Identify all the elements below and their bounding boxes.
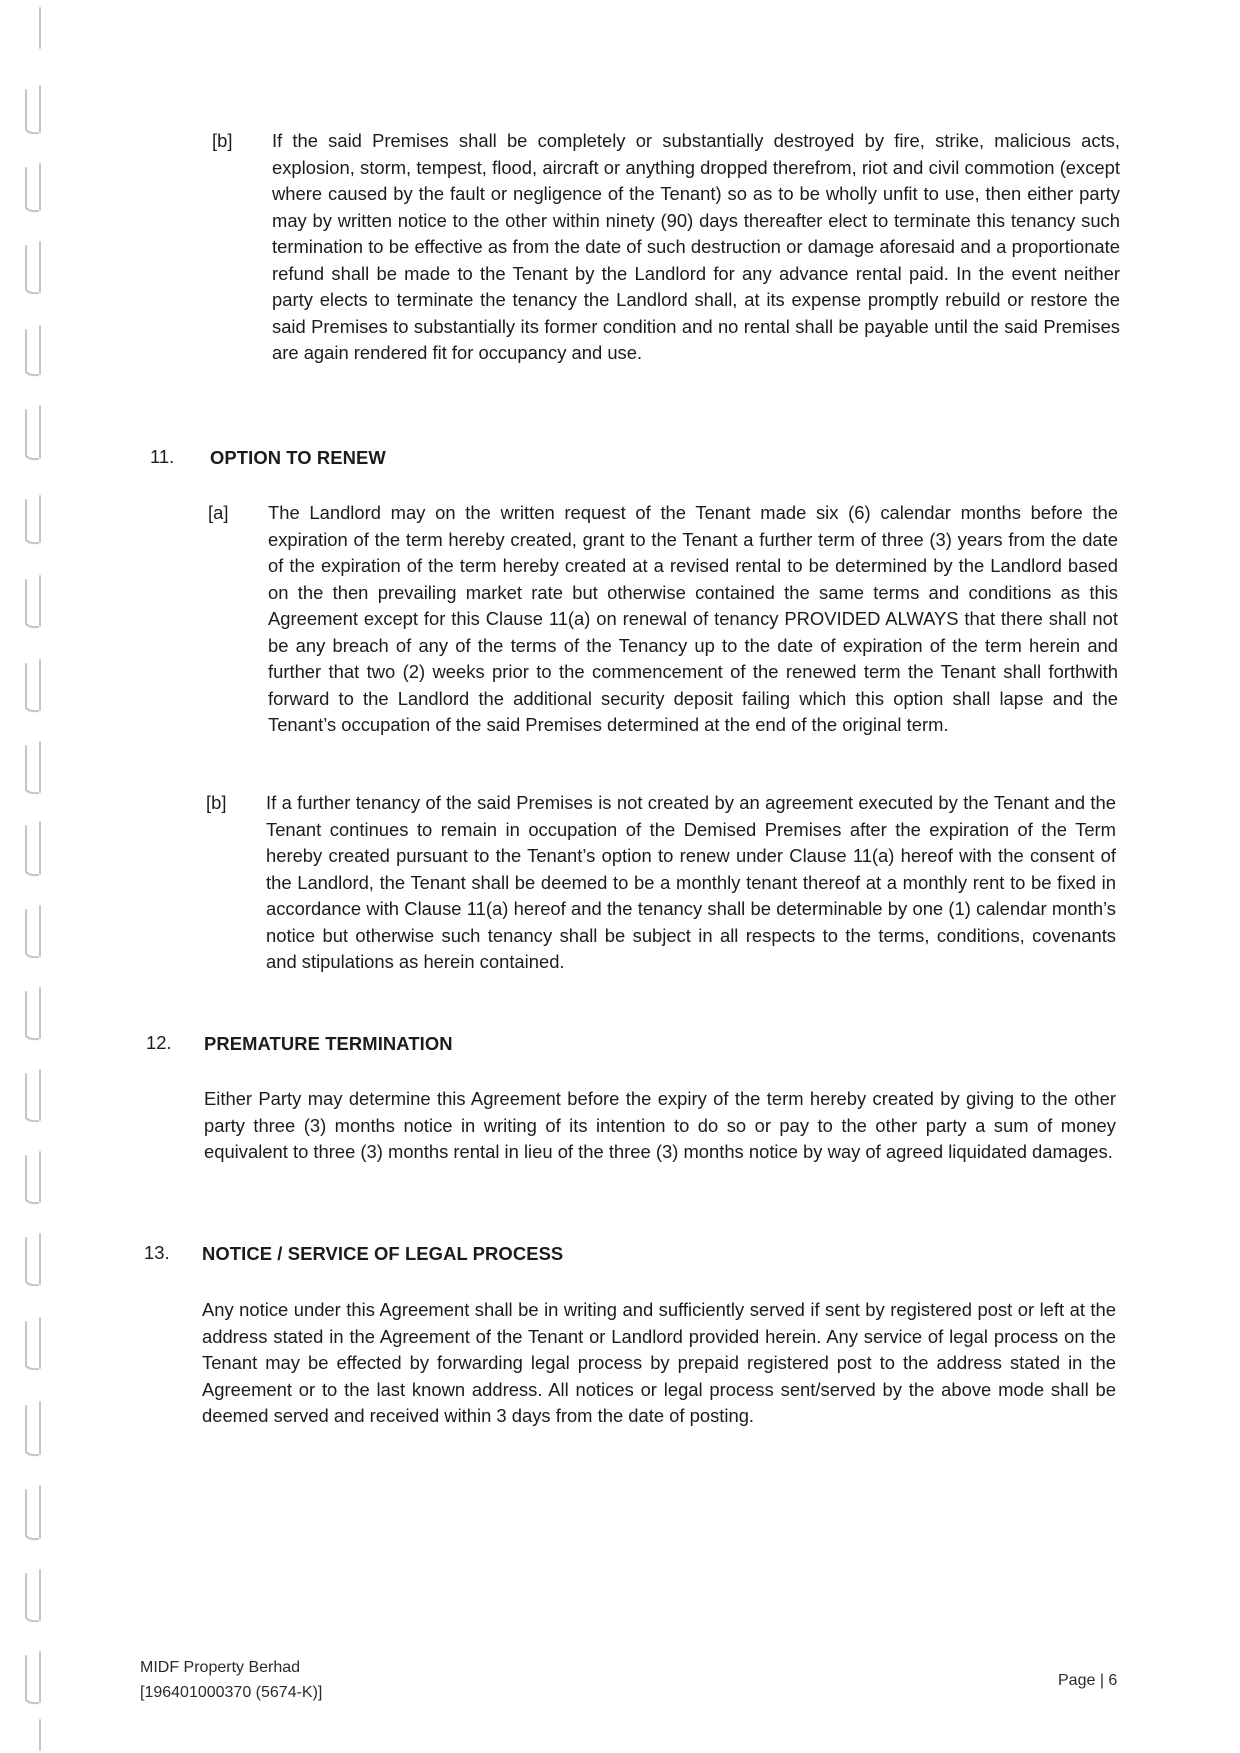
clause-12-number: 12. <box>146 1032 172 1053</box>
footer-company-name: MIDF Property Berhad <box>140 1659 301 1676</box>
footer-company-block <box>140 1655 322 1705</box>
clause-11-number: 11. <box>150 446 175 467</box>
clause-11-a-paragraph: The Landlord may on the written request of the Tenant made six (6) calendar months before the expiration of the term hereby created, grant to the Tenant a further term of three (3) years from the date of the expiration of the term hereby created at a revised rental to be determined by the Landlord based on the then prevailing market rate but otherwise contained the same terms and conditions as this Agreement except for this Clause 11(a) on renewal of tenancy PROVIDED ALWAYS that there shall not be any breach of any of the terms of the Tenancy up to the date of expiration of the term herein and further that two (2) weeks prior to the commencement of the renewed term the Tenant shall forthwith forward to the Landlord the additional security deposit failing which this option shall lapse and the Tenant’s occupation of the said Premises determined at the end of the original term. <box>268 502 1118 735</box>
clause-11-b-label: [b] <box>206 792 227 813</box>
clause-11-b-paragraph: If a further tenancy of the said Premises is not created by an agreement executed by the Tenant and the Tenant continues to remain in occupation of the Demised Premises after the expiration of the Term hereby created pursuant to the Tenant’s option to renew under Clause 11(a) hereof with the consent of the Landlord, the Tenant shall be deemed to be a monthly tenant thereof at a monthly rent to be fixed in accordance with Clause 11(a) hereof and the tenancy shall be determinable by one (1) calendar month’s notice but otherwise such tenancy shall be subject in all respects to the terms, conditions, covenants and stipulations as herein contained. <box>266 792 1116 972</box>
clause-13-paragraph: Any notice under this Agreement shall be in writing and sufficiently served if sent by registered post or left at the address stated in the Agreement of the Tenant or Landlord provided herein. Any service of legal process on the Tenant may be effected by forwarding legal process by prepaid registered post to the address stated in the Agreement or to the last known address. All notices or legal process sent/served by the above mode shall be deemed served and received within 3 days from the date of posting. <box>202 1299 1116 1426</box>
clause-12-heading: PREMATURE TERMINATION <box>204 1033 453 1054</box>
clause-13-heading: NOTICE / SERVICE OF LEGAL PROCESS <box>202 1243 564 1264</box>
footer-page-number: Page | 6 <box>1058 1672 1118 1689</box>
clause-11-a-label: [a] <box>208 502 229 523</box>
binding-marks-graphic <box>18 0 58 1753</box>
clause-13-number: 13. <box>144 1242 170 1263</box>
binding-scan-marks <box>18 0 58 1753</box>
clause-10-b-paragraph: If the said Premises shall be completely or substantially destroyed by fire, strike, malicious acts, explosion, storm, tempest, flood, aircraft or anything dropped therefrom, riot and civil commotion (except where caused by the fault or negligence of the Tenant) so as to be wholly unfit to use, then either party may by written notice to the other within ninety (90) days thereafter elect to terminate this tenancy such termination to be effective as from the date of such destruction or damage aforesaid and a proportionate refund shall be made to the Tenant by the Landlord for any advance rental paid. In the event neither party elects to terminate the tenancy the Landlord shall, at its expense promptly rebuild or restore the said Premises to substantially its former condition and no rental shall be payable until the said Premises are again rendered fit for occupancy and use. <box>272 130 1120 363</box>
footer-registration-number: [196401000370 (5674-K)] <box>140 1684 323 1701</box>
clause-11-heading: OPTION TO RENEW <box>210 447 386 468</box>
clause-12-paragraph: Either Party may determine this Agreement before the expiry of the term hereby created by giving to the other party three (3) months notice in writing of its intention to do so or pay to the other party a sum of money equivalent to three (3) months rental in lieu of the three (3) months notice by way of agreed liquidated damages. <box>204 1088 1116 1162</box>
clause-10-b-label: [b] <box>212 130 233 151</box>
